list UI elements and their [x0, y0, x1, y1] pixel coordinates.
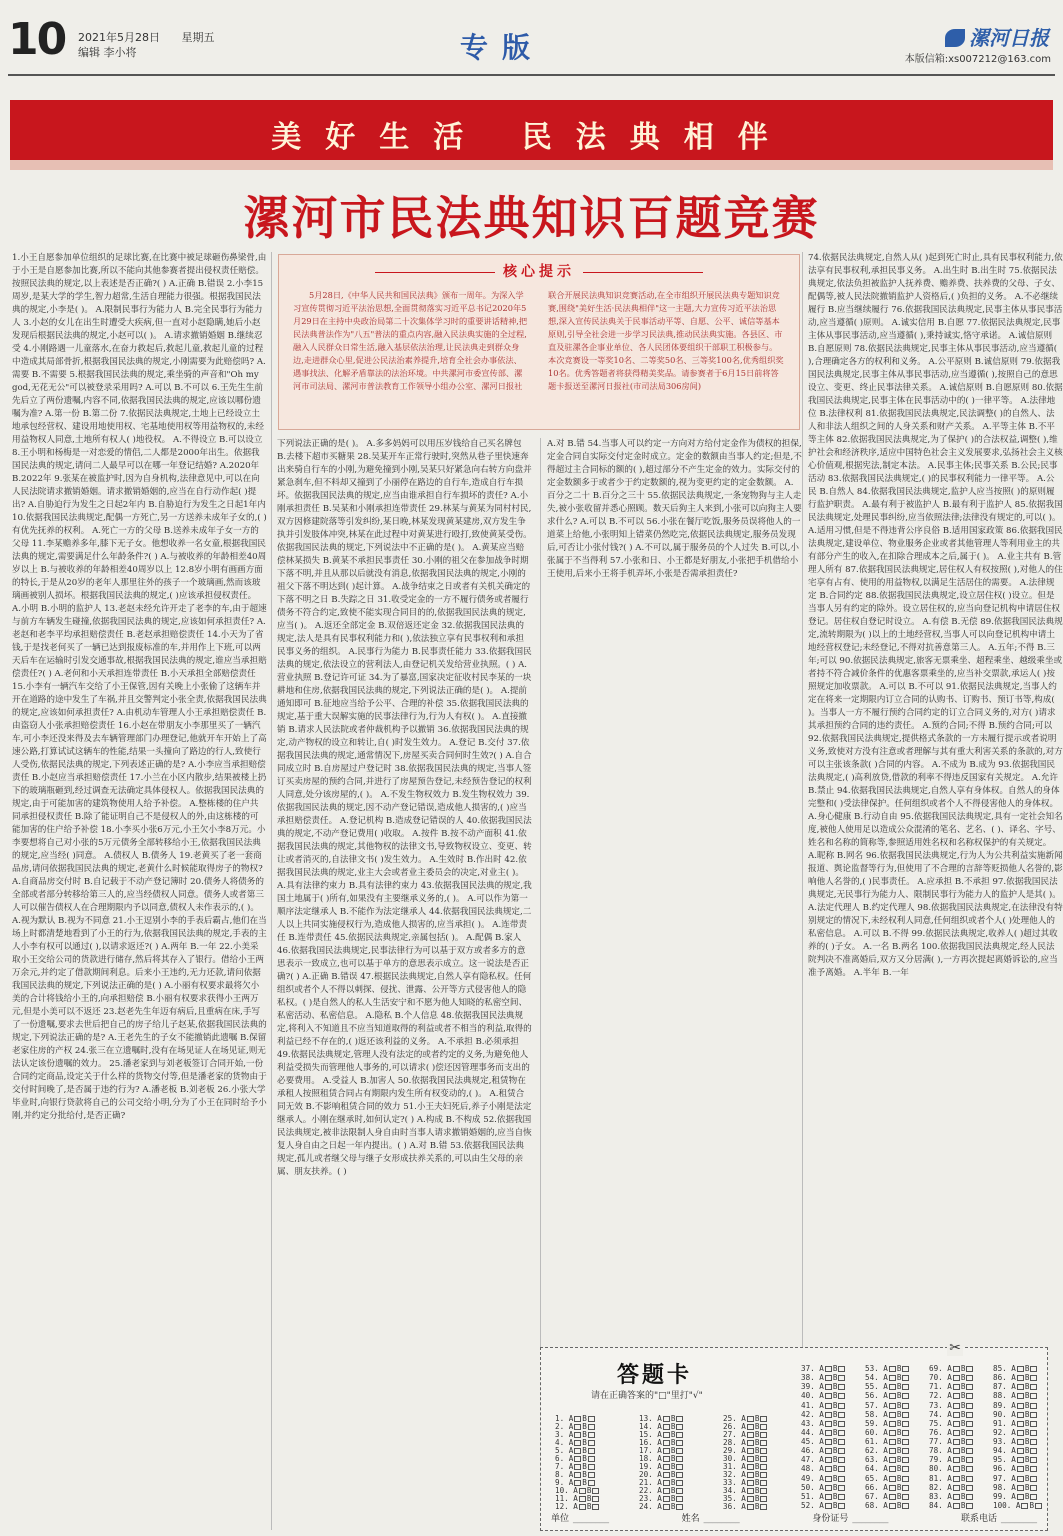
answer-row[interactable]: 89. A B: [993, 1401, 1038, 1410]
checkbox-icon[interactable]: [966, 1503, 973, 1509]
checkbox-icon[interactable]: [825, 1375, 832, 1381]
checkbox-icon[interactable]: [889, 1403, 896, 1409]
checkbox-icon[interactable]: [953, 1375, 960, 1381]
checkbox-icon[interactable]: [663, 1504, 670, 1510]
answer-row[interactable]: 2. A B: [555, 1422, 596, 1431]
answer-row[interactable]: 29. A B: [723, 1446, 768, 1455]
answer-row[interactable]: 86. A B: [993, 1373, 1038, 1382]
answer-row[interactable]: 41. A B: [801, 1401, 846, 1410]
checkbox-icon[interactable]: [966, 1366, 973, 1372]
checkbox-icon[interactable]: [966, 1448, 973, 1454]
checkbox-icon[interactable]: [825, 1393, 832, 1399]
paper-name: 漯河日报: [969, 26, 1049, 50]
checkbox-icon[interactable]: [838, 1384, 845, 1390]
quiz-column-4: [808, 252, 1063, 1272]
checkbox-icon[interactable]: [825, 1430, 832, 1436]
answer-row[interactable]: 32. A B: [723, 1470, 768, 1479]
prompt-title: 核心提示: [279, 261, 799, 281]
checkbox-icon[interactable]: [902, 1485, 909, 1491]
checkbox-icon[interactable]: [825, 1494, 832, 1500]
checkbox-icon[interactable]: [953, 1439, 960, 1445]
quiz-text: 下列说法正确的是( )。 A.多多妈妈可以用压岁钱给自己买名牌包 B.去楼下超市买糖果 28.吴某开车正常行驶时,突然从巷子里快速奔出来骑自行车的小刚,为避免撞到小刚,吴某只好紧急向右转方向盘并紧急刹车,但不料却又撞到了小丽停在路边的自行车,造成自行车损坏。依据我国民法典的规定,应当由谁承担自行车损坏的责任? A.小刚承担责任 B.吴某和小刚承担连带责任 29.林某与黄某为同村村民,双方因修建院落等引发纠纷,某日晚,林某发现黄某建房,双方发生争执并引发肢体冲突,林某在此过程中对黄某进行殴打,致使黄某受伤。依据我国民法典的规定,下列说法中不正确的是( )。 A.黄某应当赔偿林某损失 B.黄某不承担民事责任 30.小刚的祖父在参加战争时期下落不明,并且从那以后就没有消息,依据我国民法典的规定,小刚的祖父下落不明达到( )起计算。 A.战争结束之日或者有关机关确定的下落不明之日 B.失踪之日 31.收受定金的一方不履行债务或者履行债务不符合约定,致使不能实现合同目的的,依据我国民法典的规定,应当( )。 A.返还全部定金 B.双倍返还定金 32.依据我国民法典的规定,法人是具有民事权利能力和( ),依法独立享有民事权利和承担民事义务的组织。 A.民事行为能力 B.民事责任能力 33.依据我国民法典的规定,依法设立的营利法人,由登记机关发给营业执照。( ) A.营业执照 B.登记许可证 34.为了暴富,国家决定征收村民李某的一块耕地和住房,依据我国民法典的规定,下列说法正确的是( )。 A.提前通知即可 B.征地应当给予公平、合理的补偿 35.依据我国民法典的规定,基于重大误解实施的民事法律行为,行为人有权( )。 A.直接撤销 B.请求人民法院或者仲裁机构予以撤销 36.依据我国民法典的规定,动产物权的设立和转让,自( )时发生效力。 A.登记 B.交付 37.依据我国民法典的规定,通常情况下,房屋买卖合同何时生效?( ) A.自合同成立时 B.自房屋过户登记时 38.依据我国民法典的规定,当事人签订买卖房屋的预约合同,并进行了房屋预告登记,未经预告登记的权利人同意,处分该房屋的,( )。 A.不发生物权效力 B.发生物权效力 39.依据我国民法典的规定,因不动产登记错误,造成他人损害的,( )应当承担赔偿责任。 A.登记机构 B.造成登记错误的人 40.依据我国民法典的规定,不动产登记费用( )收取。 A.按件 B.按不动产面积 41.依据我国民法典的规定,其他物权的法律文书,导致物权设立、变更、转让或者消灭的,自法律文书( )发生效力。 A.生效时 B.作出时 42.依据我国民法典的规定,业主大会或者业主委员会的决定,对业主( )。 A.具有法律约束力 B.具有法律约束力 43.依据我国民法典的规定,我国土地属于( )所有,如果没有主要继承义务的,( )。 A.可以作为第一顺序法定继承人 B.不能作为法定继承人 44.依据我国民法典规定,二人以上共同实施侵权行为,造成他人损害的,应当承担( )。 A.连带责任 B.连带责任 45.依据民法典规定,亲属包括( )。 A.配偶 B.家人 46.依据我国民法典规定,民事法律行为可以基于双方或者多方的意思表示一致成立,也可以基于单方的意思表示成立。这一说法是否正确?( ) A.正确 B.错误 47.根据民法典规定,自然人享有隐私权。任何组织或者个人不得以刺探、侵扰、泄露、公开等方式侵害他人的隐私权。( )是自然人的私人生活安宁和不愿为他人知晓的私密空间、私密活动、私密信息。 A.隐私 B.个人信息 48.依据我国民法典规定,将利入不知道且不应当知道取得的利益或者不相当的利益,取得的利益已经不存在的,( )返还该利益的义务。 A.不承担 B.必须承担 49.依据民法典规定,管理人没有法定的或者约定的义务,为避免他人利益受损失而管理他人事务的,可以请求( )偿还因管理事务而支出的必要费用。 A.受益人 B.加害人 50.依据我国民法典规定,租赁物在承租人按照租赁合同占有期限内发生所有权变动的,( )。 A.租赁合同无效 B.不影响租赁合同的效力 51.小王夫妇死后,养子小刚是法定继承人。小刚在继承时,如何认定?( ) A.构成 B.不构成 52.依据我国民法典规定,被非法限制人身自由时当事人请求撤销婚姻的,应当自恢复人身自由之日起一年内提出。( ) A.对 B.错 53.依据我国民法典规定,孤儿或者继父母与继子女形成扶养关系的,可以由生父母的亲属、朋友扶养。( ): [277, 439, 532, 1177]
answer-row[interactable]: 81. A B: [929, 1474, 974, 1483]
issue-date: 2021年5月28日: [78, 31, 160, 44]
checkbox-icon[interactable]: [966, 1403, 973, 1409]
banner-shadow: [10, 160, 1053, 170]
answer-row[interactable]: 40. A B: [801, 1391, 846, 1400]
answer-row[interactable]: 64. A B: [865, 1464, 910, 1473]
answer-row[interactable]: 3. A B: [555, 1430, 596, 1439]
answer-row[interactable]: 71. A B: [929, 1382, 974, 1391]
answer-row[interactable]: 18. A B: [639, 1454, 684, 1463]
checkbox-icon[interactable]: [902, 1384, 909, 1390]
checkbox-icon[interactable]: [953, 1421, 960, 1427]
checkbox-icon[interactable]: [838, 1494, 845, 1500]
answer-row[interactable]: 55. A B: [865, 1382, 910, 1391]
answer-row[interactable]: 49. A B: [801, 1474, 846, 1483]
checkbox-icon[interactable]: [1030, 1412, 1037, 1418]
prompt-body: 5月28日,《中华人民共和国民法典》颁布一周年。为深入学习宣传贯彻习近平法治思想,全面贯彻落实习近平总书记2020年5月29日在主持中央政治局第二十次集体学习时的重要讲话精神,把民法典普法作为"八五"普法的重点内容,融入民法典实施的全过程,融入人民群众日常生活,融入基层依法治理,让民法典走到群众身边,走进群众心里,促进公民法治素养提升,培育全社会办事依法、遇事找法、化解矛盾靠法的法治环境。中共漯河市委宣传部、漯河市司法局、漯河市普法教育工作领导小组办公室、漯河日报社联合开展民法典知识竞赛活动,在全市组织开展民法典专题知识竞赛,围绕"美好生活·民法典相伴"这一主题,大力宣传习近平法治思想,深入宣传民法典关于民事活动平等、自愿、公平、诚信等基本原则,引导全社会进一步学习民法典,推动民法典实施。各县区、市直及驻漯各企事业单位、各人民团体要组织干部职工积极参与。本次竞赛设一等奖10名、二等奖50名、三等奖100名,优秀组织奖10名。优秀答题者将获得精美奖品。请参赛者于6月15日前将答题卡报送至漯河日报社(市司法局306房间): [293, 290, 784, 391]
answer-row[interactable]: 25. A B: [723, 1414, 768, 1423]
checkbox-icon[interactable]: [1017, 1430, 1024, 1436]
answer-row[interactable]: 7. A B: [555, 1462, 596, 1471]
checkbox-icon[interactable]: [953, 1448, 960, 1454]
checkbox-icon[interactable]: [838, 1430, 845, 1436]
theme-banner: [10, 100, 1053, 160]
checkbox-icon[interactable]: [889, 1384, 896, 1390]
checkbox-icon[interactable]: [966, 1457, 973, 1463]
checkbox-icon[interactable]: [825, 1485, 832, 1491]
checkbox-icon[interactable]: [966, 1430, 973, 1436]
checkbox-icon[interactable]: [902, 1494, 909, 1500]
answer-row[interactable]: 58. A B: [865, 1410, 910, 1419]
answer-row[interactable]: 38. A B: [801, 1373, 846, 1382]
checkbox-icon[interactable]: [592, 1504, 599, 1510]
checkbox-icon[interactable]: [1030, 1421, 1037, 1427]
checkbox-icon[interactable]: [1030, 1439, 1037, 1445]
answer-row[interactable]: 59. A B: [865, 1419, 910, 1428]
answer-row[interactable]: 31. A B: [723, 1462, 768, 1471]
answer-row[interactable]: 57. A B: [865, 1401, 910, 1410]
checkbox-icon[interactable]: [838, 1503, 845, 1509]
answer-row[interactable]: 27. A B: [723, 1430, 768, 1439]
checkbox-icon[interactable]: [889, 1457, 896, 1463]
column-divider: [271, 252, 272, 1530]
answer-row[interactable]: 45. A B: [801, 1437, 846, 1446]
checkbox-icon[interactable]: [889, 1421, 896, 1427]
answer-row[interactable]: 39. A B: [801, 1382, 846, 1391]
checkbox-icon[interactable]: [902, 1466, 909, 1472]
answer-row[interactable]: 72. A B: [929, 1391, 974, 1400]
answer-row[interactable]: 65. A B: [865, 1474, 910, 1483]
checkbox-icon[interactable]: [966, 1476, 973, 1482]
answer-row[interactable]: 98. A B: [993, 1483, 1038, 1492]
checkbox-icon[interactable]: [825, 1439, 832, 1445]
contact-email: 本版信箱:xs007212@163.com: [904, 54, 1051, 65]
checkbox-icon[interactable]: [966, 1439, 973, 1445]
answer-row[interactable]: 47. A B: [801, 1455, 846, 1464]
checkbox-icon[interactable]: [838, 1366, 845, 1372]
footer-field[interactable]: 身份证号 ________: [812, 1511, 888, 1524]
checkbox-icon[interactable]: [889, 1439, 896, 1445]
answer-row[interactable]: 53. A B: [865, 1364, 910, 1373]
checkbox-icon[interactable]: [889, 1476, 896, 1482]
answer-row[interactable]: 62. A B: [865, 1446, 910, 1455]
checkbox-icon[interactable]: [953, 1430, 960, 1436]
answer-row[interactable]: 51. A B: [801, 1492, 846, 1501]
checkbox-icon[interactable]: [889, 1393, 896, 1399]
answer-row[interactable]: 30. A B: [723, 1454, 768, 1463]
masthead-meta: [78, 30, 233, 60]
checkbox-icon[interactable]: [825, 1503, 832, 1509]
checkbox-icon[interactable]: [953, 1393, 960, 1399]
answer-row[interactable]: 52. A B: [801, 1501, 846, 1510]
answer-row[interactable]: 66. A B: [865, 1483, 910, 1492]
answer-row[interactable]: 26. A B: [723, 1422, 768, 1431]
checkbox-icon[interactable]: [1030, 1393, 1037, 1399]
weekday: 星期五: [181, 31, 215, 44]
answer-row[interactable]: 10. A B: [555, 1486, 600, 1495]
answer-row[interactable]: 93. A B: [993, 1437, 1038, 1446]
answer-row[interactable]: 15. A B: [639, 1430, 684, 1439]
checkbox-icon[interactable]: [902, 1476, 909, 1482]
checkbox-icon[interactable]: [889, 1448, 896, 1454]
checkbox-icon[interactable]: [838, 1485, 845, 1491]
answer-row[interactable]: 63. A B: [865, 1455, 910, 1464]
answer-row[interactable]: 19. A B: [639, 1462, 684, 1471]
checkbox-icon[interactable]: [953, 1384, 960, 1390]
checkbox-icon[interactable]: [838, 1466, 845, 1472]
checkbox-icon[interactable]: [902, 1457, 909, 1463]
checkbox-icon[interactable]: [1017, 1494, 1024, 1500]
checkbox-icon[interactable]: [902, 1393, 909, 1399]
checkbox-icon[interactable]: [760, 1504, 767, 1510]
answer-card-title: 答题卡: [617, 1363, 693, 1388]
masthead-rule: [8, 74, 1055, 76]
checkbox-icon[interactable]: [1017, 1384, 1024, 1390]
quiz-text: 1.小王自愿参加单位组织的足球比赛,在比赛中被足球砸伤鼻梁骨,由于小王是自愿参加比赛,所以不能向其他参赛者提出侵权责任赔偿。按照民法典的规定,以上表述是否正确?( ) A.正确 B.错误 2.小李15周岁,是某大学的学生,智力超常,生活自理能力很强。根据我国民法典的规定,小李是( )。 A.限制民事行为能力人 B.完全民事行为能力人 3.小赵的女儿在出生时遭受大疾病,但一直对小赵隐瞒,她后小赵发现后根据民法典的规定,小赵可以( )。 A.请求撤销婚姻 B.继续忍受 4.小刚路遇一儿童落水,在奋力救起后,救起儿童,救起儿童的过程中造成其局部骨折,根据我国民法典的规定,小刚需要为此赔偿吗? A.需要 B.不需要 5.根据我国民法典的规定,乘坐骑的声音和"Oh my god,无花无公"可以被登录采用吗? A.可以 B.不可以 6.王先生生前先后立了两份遗嘱,内容不同,依据我国民法典的规定,应该以哪份遗嘱为准? A.第一份 B.第二份 7.依据民法典规定,土地上已经设立土地承包经营权、建设用地使用权、宅基地使用权等用益物权的,未经用益物权人同意,土地所有权人( )地役权。 A.不得设立 B.可以设立 8.王小明和杨梅是一对恋爱的情侣,二人都是2000年出生。依据我国民法典的规定,请问二人最早可以在哪一年登记结婚? A.2020年 B.2022年 9.张某在被监护时,因为自身机构,法律意见中,可以在向人民法院请求撤销婚姻。请求撤销婚姻的,应当在自行动作起( )提出? A.自胁迫行为发生之日起2年内 B.自胁迫行为发生之日起1年内 10.依据我国民法典规定,配偶一方死亡,另一方送养未成年子女的,( )有优先抚养的权利。 A.死亡一方的父母 B.送养未成年子女一方的父母 11.李某赡养多年,膝下无子女。他想收养一名女童,根据我国民法典的规定,需要满足什么年龄条件?( ) A.与被收养的年龄相差40周岁以上 B.与被收养的年龄相差40周岁以上 12.8岁小明有画画方面的特长,于是从20岁的老年人那里往外的孩子一个玻璃画,然而该玻璃画被别人损坏。根据我国民法典的规定,( )应该承担侵权责任。 A.小明 B.小明的监护人 13.老赵未经允许开走了老李的车,由于超速与前方车辆发生碰撞,依据我国民法典的规定,应该如何承担责任? A.老赵和老李平均承担赔偿责任 B.老赵承担赔偿责任 14.小天为了省钱,于是找老何买了一辆已达到报废标准的车,并用作上下班,可以两天后车在运输时引发交通事故,根据我国民法典的规定,谁应当承担赔偿责任?( ) A.老何和小天承担连带责任 B.小天承担全部赔偿责任 15.小李有一辆汽车交给了小王保管,因有关晚上小张偷了这辆车并开在道路的途中发生了车祸,并且交警判定小张全责,依据我国民法典的规定,应该如何承担责任? A.由机动车管理人小王承担赔偿责任 B.由盗窃人小张承担赔偿责任 16.小赵在带朋友小李那里买了一辆汽车,可小李还没来得及去车辆管理部门办理登记,他就开车开始上了高速公路,打算试试这辆车的性能,结果一头撞向了路边的行人,致使行人受伤,依据民法典的规定,下列表述正确的是? A.小李应当承担赔偿责任 B.小赵应当承担赔偿责任 17.小兰在小区内散步,结果被楼上扔下的玻璃瓶砸到,经过调查无法确定具体侵权人。依据我国民法典的规定,由于可能加害的建筑物使用人给予补偿。 A.整栋楼的住户共同承担侵权责任 B.除了能证明自己不是侵权人的外,由这栋楼的可能加害的住户给予补偿 18.小李买小张6万元,小王欠小李8万元。小李要想将自己对小张的5万元债务全部转移给小王,依据我国民法典的规定,应当经( )同意。 A.债权人 B.债务人 19.老黄买了老一套商品房,请问依据我国民法典的规定,老黄什么时候能取得房子的物权? A.自商品房交付时 B.自记载于不动产登记簿时 20.债务人将债务的全部或者部分转移给第三人的,应当经债权人同意。债务人或者第三人可以催告债权人在合理期限内予以同意,债权人未作表示的,( )。 A.视为默认 B.视为不同意 21.小王逗别小李的手表后霸占,他们在当场上时都清楚地看到了小王的行为,依据我国民法典的规定,手表的主人小李有权可以通过( ),以请求返还?( ) A.两年 B.一年 22.小美采取小王交给公司的货款进行储存,然后将其存入了银行。借给小王两万余元,并约定了借款期间利息。后来小王违约,无力还款,请问依据我国民法典的规定,下列说法正确的是( ) A.小丽有权要求最将欠小美的合计将钱给小王的,向承担赔偿 B.小丽有权要求获得小王两万元,但是小美可以不返还 23.赵老先生年迈有病后,且重病在床,手写了一份遗嘱,要求去世后把自己的房子给儿子赵某,依据我国民法典的规定,下列说法正确的是? A.王老先生的子女不能撤销此遗嘱 B.保留老家住房的产权 24.张三在立遗嘱时,没有在场见证人在场见证,则无法认定该份遗嘱的效力。 25.潘老家到与刘老板签订合同开始,一份合同约定商品,设定关于什么样的货物交付等,但是潘老家的货物由于交付时间晚了,是否属于违约行为? A.潘老板 B.刘老板 26.小张大学毕业时,向银行贷款将自己的公司交给小明,分为了小王在同时给予小刚,并约定分批给付,是否正确?: [12, 253, 267, 1121]
answer-row[interactable]: 80. A B: [929, 1464, 974, 1473]
checkbox-icon[interactable]: [676, 1504, 683, 1510]
quiz-text: 74.依据民法典规定,自然人从( )起到死亡时止,具有民事权利能力,依法享有民事权利,承担民事义务。 A.出生时 B.出生时 75.依据民法典规定,依法负担被监护人抚养费、赡养费、扶养费的父母、子女、配偶等,被人民法院撤销监护人资格后,( )负担的义务。 A.不必继续履行 B.应当继续履行 76.依据我国民法典规定,民事主体从事民事活动,应当遵循( )原则。 A.诚实信用 B.自愿 77.依据民法典规定,民事主体从事民事活动,应当遵循( ),秉持诚实,恪守承诺。 A.诚信原则 B.自愿原则 78.依据民法典规定,民事主体从事民事活动,应当遵循( ),合理确定各方的权利和义务。 A.公平原则 B.诚信原则 79.依据我国民法典规定,民事主体从事民事活动,应当遵循( ),按照自己的意思设立、变更、终止民事法律关系。 A.诚信原则 B.自愿原则 80.依据我国民法典规定,民事主体在民事活动中的( )一律平等。 A.法律地位 B.法律权利 81.依据我国民法典规定,民法调整( )的自然人、法人和非法人组织之间的人身关系和财产关系。 A.平等主体 B.不平等主体 82.依据我国民法典规定,为了保护( )的合法权益,调整( ),维护社会和经济秩序,适应中国特色社会主义发展要求,弘扬社会主义核心价值观,根据宪法,制定本法。 A.民事主体;民事关系 B.公民;民事活动 83.依据我国民法典规定,( )的民事权利能力一律平等。 A.公民 B.自然人 84.依据我国民法典规定,监护人应当按照( )的原则履行监护职责。 A.最有利于被监护人 B.最有利于监护人 85.依据我国民法典规定,处理民事纠纷,应当依照法律;法律没有规定的,可以( )。 A.适用习惯,但是不得违背公序良俗 B.适用国家政策 86.依据我国民法典规定,建设单位、物业服务企业或者其他管理人等利用业主的共有部分产生的收入,在扣除合理成本之后,属于( )。 A.业主共有 B.管理人所有 87.依据我国民法典规定,居住权人有权按照( ),对他人的住宅享有占有、使用的用益物权,以满足生活居住的需要。 A.法律规定 B.合同约定 88.依据我国民法典规定,设立居住权( )设立。但是当事人另有约定的除外。设立居住权的,应当向登记机构申请居住权登记。居住权自登记时设立。 A.有偿 B.无偿 89.依据我国民法典规定,流转期限为( )以上的土地经营权,当事人可以向登记机构申请土地经营权登记;未经登记,不得对抗善意第三人。 A.五年;不得 B.三年;可以 90.依据民法典规定,旅客无票乘坐、超程乘坐、越级乘坐或者持不符合减价条件的优惠客票乘坐的,应当补交票款,承运人( )按照规定加收票款。 A.可以 B.不可以 91.依据民法典规定,当事人约定在将来一定期限内订立合同的认购书、订购书、预订书等,构成( )。当事人一方不履行预约合同约定的订立合同义务的,对方( )请求其承担预约合同的违约责任。 A.预约合同;不得 B.预约合同;可以 92.依据我国民法典规定,提供格式条款的一方未履行提示或者说明义务,致使对方没有注意或者理解与其有重大利害关系的条款的,对方可以主张该条款( )合同的内容。 A.不成为 B.成为 93.依据我国民法典规定,( )高利放贷,借款的利率不得违反国家有关规定。 A.允许 B.禁止 94.依据我国民法典规定,自然人享有身体权。自然人的身体完整和( )受法律保护。任何组织或者个人不得侵害他人的身体权。 A.身心健康 B.行动自由 95.依据我国民法典规定,具有一定社会知名度,被他人使用足以造成公众混淆的笔名、艺名、( )、译名、字号、姓名和名称的简称等,参照适用姓名权和名称权保护的有关规定。 A.昵称 B.网名 96.依据我国民法典规定,行为人为公共利益实施新闻报道、舆论监督等行为,但使用了不合理的言辞等贬损他人名誉的,影响他人名誉的,( )民事责任。 A.应承担 B.不承担 97.依据我国民法典规定,无民事行为能力人、限制民事行为能力人的监护人是其( )。 A.法定代理人 B.约定代理人 98.依据我国民法典规定,在法律没有特别规定的情况下,未经权利人同意,任何组织或者个人( )处理他人的私密信息。 A.可以 B.不得 99.依据民法典规定,收养人( )超过其收养的( )子女。 A.一名 B.两名 100.依据我国民法典规定,经人民法院判决不准离婚后,双方又分居满( ),一方再次提起离婚诉讼的,应当准予离婚。 A.半年 B.一年: [808, 253, 1063, 978]
answer-row[interactable]: 48. A B: [801, 1464, 846, 1473]
answer-row[interactable]: 78. A B: [929, 1446, 974, 1455]
answer-row[interactable]: 91. A B: [993, 1419, 1038, 1428]
banner-text: 美好生活 民法典相伴: [271, 120, 792, 155]
checkbox-icon[interactable]: [902, 1439, 909, 1445]
checkbox-icon[interactable]: [902, 1448, 909, 1454]
answer-row[interactable]: 61. A B: [865, 1437, 910, 1446]
answer-row[interactable]: 73. A B: [929, 1401, 974, 1410]
checkbox-icon[interactable]: [889, 1366, 896, 1372]
checkbox-icon[interactable]: [902, 1503, 909, 1509]
answer-row[interactable]: 46. A B: [801, 1446, 846, 1455]
checkbox-icon[interactable]: [579, 1504, 586, 1510]
checkbox-icon[interactable]: [1017, 1393, 1024, 1399]
answer-row[interactable]: 68. A B: [865, 1501, 910, 1510]
checkbox-icon[interactable]: [825, 1466, 832, 1472]
quiz-column-1: [12, 252, 267, 1530]
checkbox-icon[interactable]: [889, 1412, 896, 1418]
answer-row[interactable]: 50. A B: [801, 1483, 846, 1492]
answer-row[interactable]: 79. A B: [929, 1455, 974, 1464]
checkbox-icon[interactable]: [1030, 1403, 1037, 1409]
paper-logo: [945, 22, 1049, 51]
checkbox-icon[interactable]: [1035, 1503, 1042, 1509]
checkbox-icon[interactable]: [838, 1412, 845, 1418]
answer-row[interactable]: 1. A B: [555, 1414, 596, 1423]
answer-card-footer: [551, 1511, 1037, 1524]
checkbox-icon[interactable]: [838, 1439, 845, 1445]
answer-row[interactable]: 20. A B: [639, 1470, 684, 1479]
answer-row[interactable]: 21. A B: [639, 1478, 684, 1487]
answer-row[interactable]: 14. A B: [639, 1422, 684, 1431]
checkbox-icon[interactable]: [966, 1485, 973, 1491]
checkbox-icon[interactable]: [838, 1421, 845, 1427]
checkbox-icon[interactable]: [902, 1403, 909, 1409]
checkbox-icon[interactable]: [838, 1448, 845, 1454]
answer-card: [540, 1340, 1048, 1531]
answer-row[interactable]: 42. A B: [801, 1410, 846, 1419]
checkbox-icon[interactable]: [825, 1476, 832, 1482]
answer-row[interactable]: 5. A B: [555, 1446, 596, 1455]
section-title: 专版: [460, 31, 545, 64]
answer-row[interactable]: 13. A B: [639, 1414, 684, 1423]
answer-row[interactable]: 87. A B: [993, 1382, 1038, 1391]
answer-row[interactable]: 92. A B: [993, 1428, 1038, 1437]
answer-row[interactable]: 9. A B: [555, 1478, 596, 1487]
checkbox-icon[interactable]: [1030, 1448, 1037, 1454]
answer-row[interactable]: 35. A B: [723, 1494, 768, 1503]
answer-row[interactable]: 43. A B: [801, 1419, 846, 1428]
editor: 编辑 李小将: [78, 46, 137, 59]
answer-row[interactable]: 28. A B: [723, 1438, 768, 1447]
checkbox-icon[interactable]: [1017, 1485, 1024, 1491]
answer-row[interactable]: 16. A B: [639, 1438, 684, 1447]
checkbox-icon[interactable]: [825, 1412, 832, 1418]
checkbox-icon[interactable]: [966, 1421, 973, 1427]
answer-row[interactable]: 76. A B: [929, 1428, 974, 1437]
scissors-icon: ✂: [949, 1340, 961, 1356]
checkbox-icon[interactable]: [825, 1457, 832, 1463]
answer-grid: [549, 1362, 1041, 1512]
checkbox-icon[interactable]: [966, 1466, 973, 1472]
checkbox-icon[interactable]: [953, 1366, 960, 1372]
checkbox-icon[interactable]: [889, 1430, 896, 1436]
answer-row[interactable]: 11. A B: [555, 1494, 600, 1503]
answer-row[interactable]: 4. A B: [555, 1438, 596, 1447]
checkbox-icon[interactable]: [1017, 1366, 1024, 1372]
checkbox-icon[interactable]: [838, 1393, 845, 1399]
answer-row[interactable]: 100. A B: [993, 1501, 1043, 1510]
answer-row[interactable]: 74. A B: [929, 1410, 974, 1419]
answer-row[interactable]: 33. A B: [723, 1478, 768, 1487]
checkbox-icon[interactable]: [966, 1412, 973, 1418]
answer-row[interactable]: 83. A B: [929, 1492, 974, 1501]
answer-row[interactable]: 22. A B: [639, 1486, 684, 1495]
checkbox-icon[interactable]: [953, 1503, 960, 1509]
checkbox-icon[interactable]: [825, 1384, 832, 1390]
answer-row[interactable]: 82. A B: [929, 1483, 974, 1492]
answer-row[interactable]: 75. A B: [929, 1419, 974, 1428]
answer-row[interactable]: 67. A B: [865, 1492, 910, 1501]
checkbox-icon[interactable]: [1017, 1375, 1024, 1381]
checkbox-icon[interactable]: [889, 1503, 896, 1509]
answer-row[interactable]: 96. A B: [993, 1464, 1038, 1473]
answer-row[interactable]: 70. A B: [929, 1373, 974, 1382]
checkbox-icon[interactable]: [838, 1476, 845, 1482]
checkbox-icon[interactable]: [1030, 1494, 1037, 1500]
footer-field[interactable]: 姓名 ________: [682, 1511, 740, 1524]
page-number: 10: [8, 14, 66, 65]
answer-row[interactable]: 77. A B: [929, 1437, 974, 1446]
answer-card-hint: 请在正确答案的"□"里打"√": [591, 1391, 703, 1401]
checkbox-icon[interactable]: [838, 1403, 845, 1409]
answer-row[interactable]: 69. A B: [929, 1364, 974, 1373]
checkbox-icon[interactable]: [1017, 1403, 1024, 1409]
logo-mark-icon: [945, 29, 965, 47]
checkbox-icon[interactable]: [1021, 1503, 1028, 1509]
checkbox-icon[interactable]: [953, 1403, 960, 1409]
checkbox-icon[interactable]: [889, 1375, 896, 1381]
checkbox-icon[interactable]: [889, 1466, 896, 1472]
quiz-text: A.对 B.错 54.当事人可以约定一方向对方给付定金作为债权的担保,定金合同自实际交付定金时成立。定金的数额由当事人约定;但是,不得超过主合同标的额的( ),超过部分不产生定金的效力。实际交付的定金数额多于或者少于约定数额的,视为变更约定的定金数额。 A.百分之二十 B.百分之三十 55.依据民法典规定,一条宠物狗与主人走失,被小张收留并悉心照顾。数天后狗主人来到,小张可以向狗主人要求什么? A.可以 B.不可以 56.小张在餐厅吃饭,服务员误将他人的一道菜上给他,小张明知上错菜仍然吃完,依据民法典规定,服务员发现后,可否让小张付钱?( ) A.不可以,属于服务员的个人过失 B.可以,小张属于不当得利 57.小张和日、小王都是好朋友,小张把手机借给小王使用,后来小王将手机弄坏,小张是否需承担责任?: [547, 439, 802, 579]
checkbox-icon[interactable]: [953, 1466, 960, 1472]
answer-row[interactable]: 99. A B: [993, 1492, 1038, 1501]
answer-row[interactable]: 84. A B: [929, 1501, 974, 1510]
checkbox-icon[interactable]: [838, 1457, 845, 1463]
checkbox-icon[interactable]: [1017, 1476, 1024, 1482]
checkbox-icon[interactable]: [1030, 1476, 1037, 1482]
checkbox-icon[interactable]: [825, 1366, 832, 1372]
answer-row[interactable]: 88. A B: [993, 1391, 1038, 1400]
answer-row[interactable]: 24. A B: [639, 1502, 684, 1511]
checkbox-icon[interactable]: [1017, 1466, 1024, 1472]
masthead: [0, 0, 1063, 78]
footer-field[interactable]: 单位 ________: [551, 1511, 609, 1524]
answer-row[interactable]: 36. A B: [723, 1502, 768, 1511]
checkbox-icon[interactable]: [953, 1485, 960, 1491]
checkbox-icon[interactable]: [825, 1421, 832, 1427]
checkbox-icon[interactable]: [966, 1494, 973, 1500]
answer-row[interactable]: 6. A B: [555, 1454, 596, 1463]
answer-row[interactable]: 34. A B: [723, 1486, 768, 1495]
checkbox-icon[interactable]: [966, 1375, 973, 1381]
checkbox-icon[interactable]: [953, 1476, 960, 1482]
checkbox-icon[interactable]: [1030, 1366, 1037, 1372]
checkbox-icon[interactable]: [953, 1457, 960, 1463]
answer-row[interactable]: 37. A B: [801, 1364, 846, 1373]
checkbox-icon[interactable]: [1030, 1457, 1037, 1463]
answer-row[interactable]: 23. A B: [639, 1494, 684, 1503]
answer-row[interactable]: 12. A B: [555, 1502, 600, 1511]
checkbox-icon[interactable]: [1030, 1430, 1037, 1436]
checkbox-icon[interactable]: [902, 1430, 909, 1436]
checkbox-icon[interactable]: [1017, 1421, 1024, 1427]
answer-row[interactable]: 85. A B: [993, 1364, 1038, 1373]
checkbox-icon[interactable]: [1030, 1384, 1037, 1390]
answer-row[interactable]: 94. A B: [993, 1446, 1038, 1455]
answer-row[interactable]: 17. A B: [639, 1446, 684, 1455]
quiz-column-3: [547, 438, 802, 646]
answer-row[interactable]: 56. A B: [865, 1391, 910, 1400]
checkbox-icon[interactable]: [838, 1375, 845, 1381]
checkbox-icon[interactable]: [1030, 1485, 1037, 1491]
checkbox-icon[interactable]: [889, 1494, 896, 1500]
checkbox-icon[interactable]: [747, 1504, 754, 1510]
checkbox-icon[interactable]: [889, 1485, 896, 1491]
page-headline: 漯河市民法典知识百题竞赛: [243, 191, 820, 245]
footer-field[interactable]: 联系电话 ________: [961, 1511, 1037, 1524]
answer-row[interactable]: 8. A B: [555, 1470, 596, 1479]
checkbox-icon[interactable]: [953, 1494, 960, 1500]
quiz-column-2: [277, 438, 532, 1530]
checkbox-icon[interactable]: [1030, 1466, 1037, 1472]
answer-row[interactable]: 95. A B: [993, 1455, 1038, 1464]
checkbox-icon[interactable]: [966, 1384, 973, 1390]
checkbox-icon[interactable]: [825, 1448, 832, 1454]
checkbox-icon[interactable]: [902, 1412, 909, 1418]
core-prompt-box: [278, 254, 800, 430]
answer-row[interactable]: 44. A B: [801, 1428, 846, 1437]
checkbox-icon[interactable]: [1017, 1457, 1024, 1463]
checkbox-icon[interactable]: [1017, 1439, 1024, 1445]
checkbox-icon[interactable]: [1017, 1412, 1024, 1418]
checkbox-icon[interactable]: [902, 1366, 909, 1372]
answer-row[interactable]: 60. A B: [865, 1428, 910, 1437]
answer-row[interactable]: 54. A B: [865, 1373, 910, 1382]
checkbox-icon[interactable]: [1017, 1448, 1024, 1454]
checkbox-icon[interactable]: [825, 1403, 832, 1409]
answer-row[interactable]: 90. A B: [993, 1410, 1038, 1419]
checkbox-icon[interactable]: [902, 1375, 909, 1381]
checkbox-icon[interactable]: [902, 1421, 909, 1427]
checkbox-icon[interactable]: [953, 1412, 960, 1418]
column-divider: [802, 252, 803, 1530]
checkbox-icon[interactable]: [1030, 1375, 1037, 1381]
answer-row[interactable]: 97. A B: [993, 1474, 1038, 1483]
checkbox-icon[interactable]: [966, 1393, 973, 1399]
